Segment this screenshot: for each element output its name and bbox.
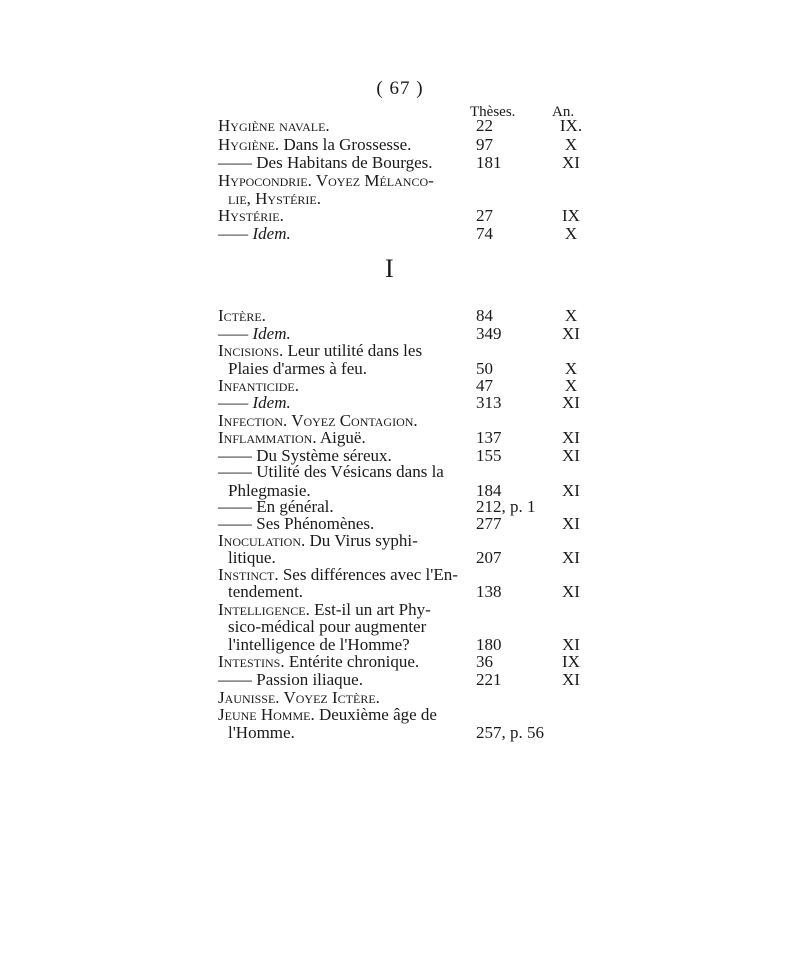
year: XI (562, 446, 580, 465)
thesis-number: 138 (476, 582, 502, 601)
index-entry: —— Idem. 349 XI (218, 324, 588, 344)
thesis-number: 137 (476, 428, 502, 447)
year: X (564, 135, 578, 154)
index-entry: Intestins. Entérite chronique. 36 IX (218, 652, 588, 672)
thesis-number: 184 (476, 481, 502, 500)
index-entry: —— Idem. 313 XI (218, 393, 588, 413)
section-letter: I (385, 254, 394, 283)
index-entry: l'Homme. 257, p. 56 (228, 723, 544, 742)
index-entry: —— Des Habitans de Bourges. 181 XI (218, 153, 588, 173)
thesis-number: 181 (476, 153, 502, 172)
thesis-number: 349 (476, 324, 502, 343)
index-entry: Hypocondrie. Voyez Mélanco- (218, 171, 434, 190)
index-entry: Intelligence. Est-il un art Phy- (218, 600, 431, 619)
index-entry: Phlegmasie. 184 XI (218, 481, 588, 501)
index-entry: litique. 207 XI (218, 548, 588, 568)
index-entry: Jeune Homme. Deuxième âge de (218, 705, 437, 724)
thesis-number: 22 (476, 116, 493, 135)
thesis-number: 180 (476, 635, 502, 654)
year: X (564, 359, 578, 378)
index-entry: —— Ses Phénomènes. 277 XI (218, 514, 588, 534)
thesis-number: 47 (476, 376, 493, 395)
thesis-number: 97 (476, 135, 493, 154)
index-entry: l'intelligence de l'Homme? 180 XI (218, 635, 588, 655)
column-header-an: An. (552, 104, 575, 120)
year: IX (562, 206, 580, 225)
thesis-number: 155 (476, 446, 502, 465)
index-entry: Inflammation. Aiguë. 137 XI (218, 428, 588, 448)
thesis-number: 74 (476, 224, 493, 243)
year: XI (562, 635, 580, 654)
index-entry: Jaunisse. Voyez Ictère. (218, 688, 380, 707)
year: IX. (559, 116, 583, 135)
index-entry: Hygiène navale. 22 IX. (218, 116, 588, 136)
year: XI (562, 324, 580, 343)
index-entry: —— Passion iliaque. 221 XI (218, 670, 588, 690)
index-entry: Inoculation. Du Virus syphi- (218, 531, 418, 550)
year: X (564, 376, 578, 395)
thesis-number: 257, p. 56 (476, 723, 544, 742)
thesis-number: 84 (476, 306, 493, 325)
index-entry: —— Idem. 74 X (218, 224, 588, 244)
index-entry: Ictère. 84 X (218, 306, 588, 326)
thesis-number: 221 (476, 670, 502, 689)
index-entry: Hystérie. 27 IX (218, 206, 588, 226)
index-entry: Plaies d'armes à feu. 50 X (218, 359, 588, 379)
year: XI (562, 393, 580, 412)
year: XI (562, 481, 580, 500)
index-entry: tendement. 138 XI (218, 582, 588, 602)
year: X (564, 306, 578, 325)
year: XI (562, 582, 580, 601)
year: XI (562, 428, 580, 447)
year: XI (562, 153, 580, 172)
page-number: ( 67 ) (376, 78, 424, 99)
thesis-number: 36 (476, 652, 493, 671)
index-entry: —— En général. 212, p. 1 (218, 497, 588, 517)
index-entry: —— Utilité des Vésicans dans la (218, 462, 444, 481)
year: X (564, 224, 578, 243)
year: XI (562, 670, 580, 689)
thesis-number: 212, p. 1 (476, 497, 536, 516)
index-entry: Infection. Voyez Contagion. (218, 411, 418, 430)
year: XI (562, 548, 580, 567)
thesis-number: 277 (476, 514, 502, 533)
index-entry: Incisions. Leur utilité dans les (218, 341, 423, 360)
index-entry: sico-médical pour augmenter (228, 617, 427, 636)
year: IX (562, 652, 580, 671)
index-entry: Infanticide. 47 X (218, 376, 588, 396)
thesis-number: 27 (476, 206, 493, 225)
index-entry: —— Du Système séreux. 155 XI (218, 446, 588, 466)
column-header-theses: Thèses. (470, 104, 516, 120)
index-entry: lie, Hystérie. (228, 189, 322, 208)
index-entry: Hygiène. Dans la Grossesse. 97 X (218, 135, 588, 155)
thesis-number: 207 (476, 548, 502, 567)
thesis-number: 313 (476, 393, 502, 412)
year: XI (562, 514, 580, 533)
index-entry: Instinct. Ses différences avec l'En- (218, 565, 458, 584)
thesis-number: 50 (476, 359, 493, 378)
